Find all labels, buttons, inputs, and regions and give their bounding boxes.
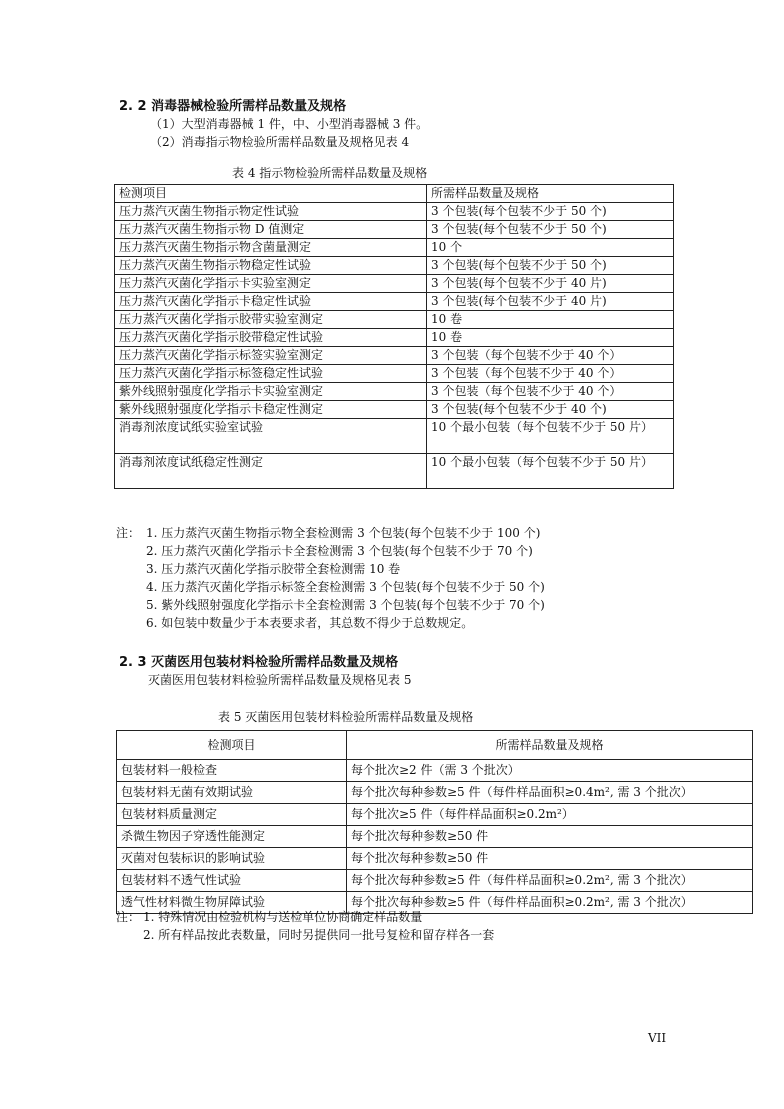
table5-item-cell: 灭菌对包装标识的影响试验 (117, 848, 347, 870)
list-item: 6. 如包装中数量少于本表要求者，其总数不得少于总数规定。 (146, 616, 474, 630)
table-row (115, 221, 674, 239)
table-row (115, 311, 674, 329)
table4-item-cell: 压力蒸汽灭菌生物指示物 D 值测定 (115, 221, 427, 239)
table4-quantity-cell: 10 卷 (427, 311, 674, 329)
table4-header-cell: 所需样品数量及规格 (427, 185, 674, 203)
table-row (117, 804, 753, 826)
table5-item-cell: 包装材料质量测定 (117, 804, 347, 826)
table-row (115, 239, 674, 257)
page-number: VII (648, 1031, 667, 1045)
table-row (115, 275, 674, 293)
table4-item-cell: 压力蒸汽灭菌化学指示卡稳定性试验 (115, 293, 427, 311)
list-item: 3. 压力蒸汽灭菌化学指示胶带全套检测需 10 卷 (146, 562, 401, 576)
table5-quantity-cell: 每个批次每种参数≥50 件 (347, 826, 753, 848)
list-item: 2. 所有样品按此表数量，同时另提供同一批号复检和留存样各一套 (143, 928, 495, 942)
table5-header-cell: 检测项目 (117, 731, 347, 760)
table4-item-cell: 压力蒸汽灭菌化学指示标签稳定性试验 (115, 365, 427, 383)
notes4-label: 注： (116, 526, 141, 540)
table5-quantity-cell: 每个批次≥2 件（需 3 个批次） (347, 760, 753, 782)
table5-caption: 表 5 灭菌医用包装材料检验所需样品数量及规格 (218, 710, 474, 724)
table5-quantity-cell: 每个批次每种参数≥5 件（每件样品面积≥0.2m², 需 3 个批次） (347, 870, 753, 892)
table-row (115, 257, 674, 275)
table-row (115, 365, 674, 383)
table4-item-cell: 压力蒸汽灭菌化学指示胶带稳定性试验 (115, 329, 427, 347)
table5-quantity-cell: 每个批次每种参数≥50 件 (347, 848, 753, 870)
table4-quantity-cell: 10 个最小包装（每个包装不少于 50 片） (427, 454, 674, 489)
table5-item-cell: 透气性材料微生物屏障试验 (117, 892, 347, 914)
table-row (117, 848, 753, 870)
table4-item-cell: 压力蒸汽灭菌生物指示物稳定性试验 (115, 257, 427, 275)
table-row (117, 760, 753, 782)
table4-item-cell: 消毒剂浓度试纸实验室试验 (115, 419, 427, 454)
table4-item-cell: 紫外线照射强度化学指示卡稳定性测定 (115, 401, 427, 419)
table5-item-cell: 包装材料不透气性试验 (117, 870, 347, 892)
table-row (115, 383, 674, 401)
table-row (117, 870, 753, 892)
table4-item-cell: 压力蒸汽灭菌化学指示标签实验室测定 (115, 347, 427, 365)
table4-header-cell: 检测项目 (115, 185, 427, 203)
table4-quantity-cell: 3 个包装(每个包装不少于 40 个) (427, 401, 674, 419)
table4 (114, 184, 674, 489)
table4-quantity-cell: 3 个包装（每个包装不少于 40 个） (427, 347, 674, 365)
table5-item-cell: 包装材料无菌有效期试验 (117, 782, 347, 804)
table-row (115, 454, 674, 489)
table4-item-cell: 压力蒸汽灭菌化学指示胶带实验室测定 (115, 311, 427, 329)
table-row (115, 203, 674, 221)
notes5-list (143, 908, 494, 944)
table4-quantity-cell: 3 个包装（每个包装不少于 40 个） (427, 383, 674, 401)
table4-quantity-cell: 10 个 (427, 239, 674, 257)
table5-item-cell: 包装材料一般检查 (117, 760, 347, 782)
table5-quantity-cell: 每个批次每种参数≥5 件（每件样品面积≥0.2m², 需 3 个批次） (347, 892, 753, 914)
notes5-label: 注： (116, 910, 141, 924)
table4-item-cell: 压力蒸汽灭菌生物指示物含菌量测定 (115, 239, 427, 257)
table4-quantity-cell: 10 卷 (427, 329, 674, 347)
table4-quantity-cell: 3 个包装(每个包装不少于 50 个) (427, 257, 674, 275)
table-row (115, 347, 674, 365)
list-item: 1. 压力蒸汽灭菌生物指示物全套检测需 3 个包装(每个包装不少于 100 个) (146, 526, 541, 540)
list-item: 5. 紫外线照射强度化学指示卡全套检测需 3 个包装(每个包装不少于 70 个) (146, 598, 545, 612)
table4-caption: 表 4 指示物检验所需样品数量及规格 (232, 166, 428, 180)
section-heading-2-3: 2. 3 灭菌医用包装材料检验所需样品数量及规格 (119, 655, 399, 670)
table4-item-cell: 紫外线照射强度化学指示卡实验室测定 (115, 383, 427, 401)
table4-quantity-cell: 3 个包装(每个包装不少于 40 片) (427, 275, 674, 293)
table4-quantity-cell: 10 个最小包装（每个包装不少于 50 片） (427, 419, 674, 454)
table4-item-cell: 压力蒸汽灭菌生物指示物定性试验 (115, 203, 427, 221)
table-row (115, 419, 674, 454)
table-row (117, 826, 753, 848)
list-item: 4. 压力蒸汽灭菌化学指示标签全套检测需 3 个包装(每个包装不少于 50 个) (146, 580, 545, 594)
table4-item-cell: 消毒剂浓度试纸稳定性测定 (115, 454, 427, 489)
table-row (115, 401, 674, 419)
section-2-3-intro: 灭菌医用包装材料检验所需样品数量及规格见表 5 (148, 673, 412, 687)
list-item: 1. 特殊情况由检验机构与送检单位协商确定样品数量 (143, 910, 423, 924)
section-heading-2-2: 2. 2 消毒器械检验所需样品数量及规格 (119, 99, 347, 114)
table4-quantity-cell: 3 个包装（每个包装不少于 40 个） (427, 365, 674, 383)
table4-item-cell: 压力蒸汽灭菌化学指示卡实验室测定 (115, 275, 427, 293)
table5-header-row (117, 731, 753, 760)
list-item: 2. 压力蒸汽灭菌化学指示卡全套检测需 3 个包装(每个包装不少于 70 个) (146, 544, 533, 558)
table5-quantity-cell: 每个批次每种参数≥5 件（每件样品面积≥0.4m², 需 3 个批次） (347, 782, 753, 804)
table5 (116, 730, 753, 914)
table-row (115, 293, 674, 311)
table5-item-cell: 杀微生物因子穿透性能测定 (117, 826, 347, 848)
table5-quantity-cell: 每个批次≥5 件（每件样品面积≥0.2m²） (347, 804, 753, 826)
section-2-2-item-2: （2）消毒指示物检验所需样品数量及规格见表 4 (150, 135, 410, 149)
notes4-list (146, 524, 545, 632)
section-2-2-item-1: （1）大型消毒器械 1 件，中、小型消毒器械 3 件。 (150, 117, 429, 131)
table4-quantity-cell: 3 个包装(每个包装不少于 50 个) (427, 221, 674, 239)
table-row (115, 329, 674, 347)
table5-header-cell: 所需样品数量及规格 (347, 731, 753, 760)
table4-quantity-cell: 3 个包装(每个包装不少于 50 个) (427, 203, 674, 221)
table4-header-row (115, 185, 674, 203)
table-row (117, 782, 753, 804)
table4-quantity-cell: 3 个包装(每个包装不少于 40 片) (427, 293, 674, 311)
